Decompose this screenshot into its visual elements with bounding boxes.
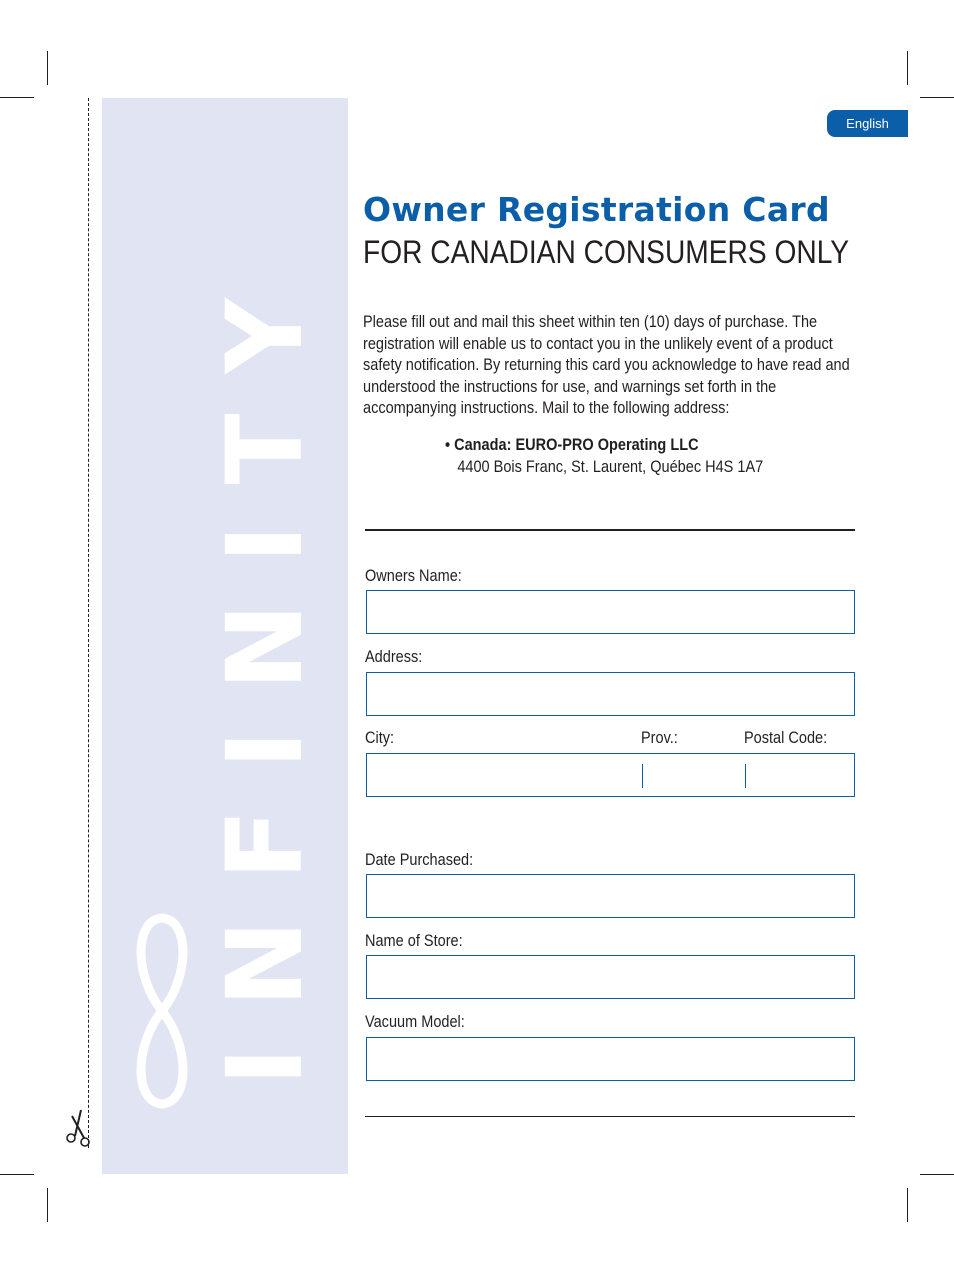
address-label: Address: <box>365 648 423 666</box>
crop-mark <box>907 51 908 85</box>
mailing-address <box>445 434 763 478</box>
crop-mark <box>920 97 954 98</box>
crop-mark <box>47 1188 48 1222</box>
address-line-2: 4400 Bois Franc, St. Laurent, Québec H4S 1A7 <box>457 458 764 476</box>
crop-mark <box>920 1174 954 1175</box>
address-line-1: • Canada: EURO-PRO Operating LLC <box>445 436 699 454</box>
owners-name-label: Owners Name: <box>365 567 462 585</box>
divider-rule <box>365 529 855 531</box>
owners-name-field[interactable] <box>366 590 855 634</box>
date-purchased-field[interactable] <box>366 874 855 918</box>
field-divider <box>642 764 643 788</box>
crop-mark <box>0 1174 34 1175</box>
page-title: Owner Registration Card <box>363 190 830 229</box>
vacuum-model-label: Vacuum Model: <box>365 1013 465 1031</box>
brand-panel <box>102 98 348 1174</box>
crop-mark <box>907 1188 908 1222</box>
divider-rule <box>365 1116 855 1117</box>
brand-logo-text: INFINITY <box>204 258 326 1086</box>
prov-label: Prov.: <box>641 729 678 747</box>
crop-mark <box>0 97 34 98</box>
scissors-icon <box>62 1108 94 1148</box>
language-tab[interactable]: English <box>827 110 908 137</box>
city-label: City: <box>365 729 395 747</box>
infinity-icon <box>130 906 194 1116</box>
address-field[interactable] <box>366 672 855 716</box>
intro-paragraph: Please fill out and mail this sheet within ten (10) days of purchase. The registration will enable us to contact you in the unlikely event of a product safety notification. By returning this card you acknowledge to have read and understood the instructions for use, and warnings set forth in the accompanying instructions. Mail to the following address: <box>363 313 850 417</box>
date-purchased-label: Date Purchased: <box>365 851 474 869</box>
crop-mark <box>47 51 48 85</box>
field-divider <box>745 764 746 788</box>
postal-code-label: Postal Code: <box>744 729 828 747</box>
page-subtitle: FOR CANADIAN CONSUMERS ONLY <box>363 234 850 270</box>
city-prov-postal-field[interactable] <box>366 753 855 797</box>
name-of-store-field[interactable] <box>366 955 855 999</box>
vacuum-model-field[interactable] <box>366 1037 855 1081</box>
name-of-store-label: Name of Store: <box>365 932 463 950</box>
cut-line <box>88 98 89 1148</box>
